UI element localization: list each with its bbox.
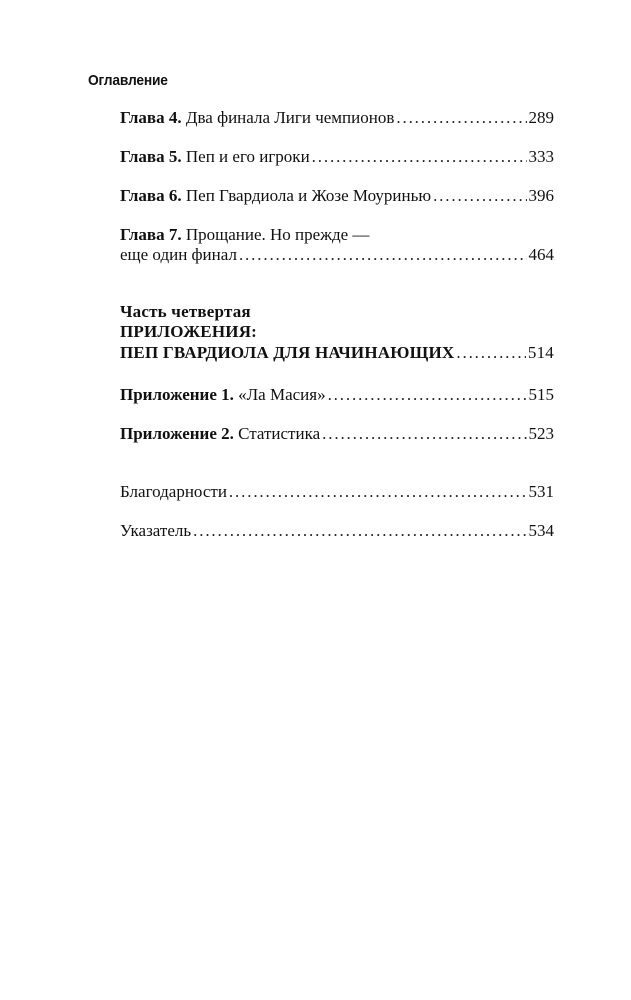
entry-title: Указатель (120, 521, 192, 540)
entry-label: Глава 4. (120, 108, 182, 127)
entry-page: 396 (528, 186, 554, 205)
dot-leader (456, 343, 526, 363)
toc-entry-chapter-7-line-1[interactable] (120, 225, 369, 245)
toc-entry-acknowledgements[interactable] (120, 482, 554, 502)
dot-leader (193, 521, 526, 541)
part-title-line-1: ПРИЛОЖЕНИЯ: (120, 322, 258, 341)
dot-leader (322, 424, 526, 444)
toc-entry-index[interactable] (120, 521, 554, 541)
toc-entry-appendix-2[interactable] (120, 424, 554, 444)
entry-page: 534 (528, 521, 554, 540)
entry-label: Глава 5. (120, 147, 182, 166)
part-title-line-2: ПЕП ГВАРДИОЛА ДЛЯ НАЧИНАЮЩИХ (120, 343, 455, 362)
entry-page: 289 (528, 108, 554, 127)
dot-leader (239, 245, 527, 265)
toc-entry-chapter-6[interactable] (120, 186, 554, 206)
page-header: Оглавление (88, 72, 168, 89)
entry-page: 514 (527, 343, 554, 362)
entry-title-line-1: Прощание. Но прежде — (185, 225, 370, 244)
entry-title: Благодарности (120, 482, 227, 501)
toc-entry-appendix-1[interactable] (120, 385, 554, 405)
toc-entry-chapter-4[interactable] (120, 108, 554, 128)
entry-page: 531 (528, 482, 554, 501)
toc-entry-chapter-7[interactable] (120, 245, 554, 265)
entry-page: 464 (528, 245, 554, 264)
entry-title: Пеп и его игроки (185, 147, 310, 166)
entry-title: Пеп Гвардиола и Жозе Моуринью (185, 186, 432, 205)
entry-title: Два финала Лиги чемпионов (185, 108, 395, 127)
entry-label: Глава 6. (120, 186, 182, 205)
entry-title: «Ла Масия» (238, 385, 326, 404)
part-label: Часть четвертая (120, 302, 251, 321)
entry-label: Глава 7. (120, 225, 182, 244)
entry-page: 515 (528, 385, 554, 404)
toc-entry-part-4[interactable] (120, 343, 554, 363)
dot-leader (433, 186, 526, 206)
entry-page: 523 (528, 424, 554, 443)
dot-leader (312, 147, 527, 167)
entry-title-line-2: еще один финал (120, 245, 237, 264)
dot-leader (328, 385, 527, 405)
entry-title: Статистика (238, 424, 321, 443)
entry-page: 333 (528, 147, 554, 166)
dot-leader (396, 108, 526, 128)
entry-label: Приложение 1. (120, 385, 234, 404)
dot-leader (229, 482, 527, 502)
toc-entry-chapter-5[interactable] (120, 147, 554, 167)
entry-label: Приложение 2. (120, 424, 234, 443)
